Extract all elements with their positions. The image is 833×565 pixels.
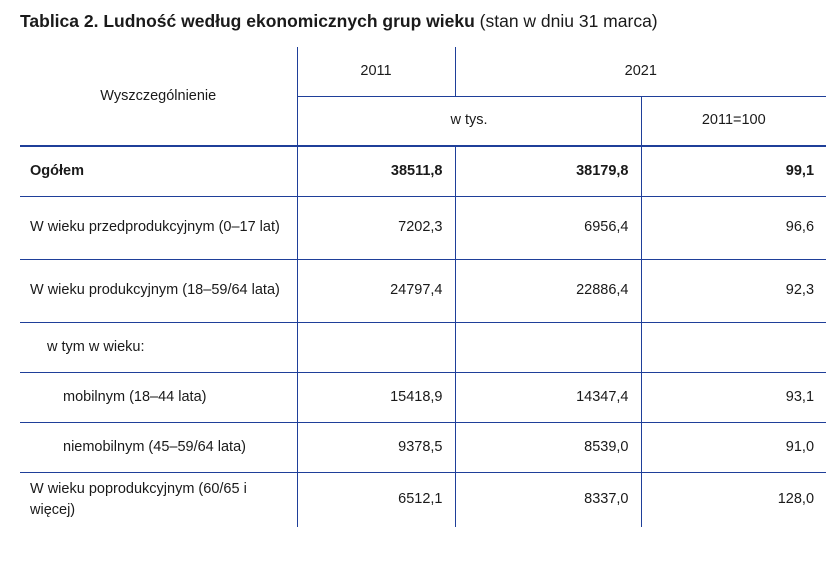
cell-2021 (455, 322, 641, 372)
cell-index: 91,0 (641, 422, 826, 472)
cell-2011: 9378,5 (297, 422, 455, 472)
cell-2021: 14347,4 (455, 372, 641, 422)
table-row (20, 259, 826, 322)
cell-2011: 24797,4 (297, 259, 455, 322)
cell-index (641, 322, 826, 372)
row-label: niemobilnym (45–59/64 lata) (20, 422, 297, 472)
table-row (20, 372, 826, 422)
cell-index: 128,0 (641, 472, 826, 527)
cell-2021: 8337,0 (455, 472, 641, 527)
header-item: Wyszczególnienie (20, 47, 297, 146)
row-label: W wieku poprodukcyjnym (60/65 i więcej) (30, 480, 247, 518)
cell-2011: 15418,9 (297, 372, 455, 422)
population-table (20, 47, 826, 527)
row-label: W wieku przedprodukcyjnym (0–17 lat) (20, 196, 297, 259)
row-label: w tym w wieku: (20, 322, 297, 372)
header-unit: w tys. (297, 96, 641, 146)
header-year-2011: 2011 (297, 47, 455, 96)
table-title-note: (stan w dniu 31 marca) (479, 11, 658, 31)
row-label: Ogółem (20, 146, 297, 196)
cell-2011: 7202,3 (297, 196, 455, 259)
row-label: W wieku produkcyjnym (18–59/64 lata) (20, 259, 297, 322)
cell-2021: 8539,0 (455, 422, 641, 472)
cell-2021: 22886,4 (455, 259, 641, 322)
table-title (20, 11, 658, 32)
cell-index: 96,6 (641, 196, 826, 259)
table-row (20, 472, 826, 527)
table-row (20, 146, 826, 196)
cell-2011: 38511,8 (297, 146, 455, 196)
header-row-years (20, 47, 826, 96)
table-row (20, 422, 826, 472)
cell-2021: 38179,8 (455, 146, 641, 196)
cell-2011 (297, 322, 455, 372)
cell-index: 92,3 (641, 259, 826, 322)
cell-2021: 6956,4 (455, 196, 641, 259)
cell-index: 93,1 (641, 372, 826, 422)
table-title-main: Tablica 2. Ludność według ekonomicznych grup wieku (20, 11, 475, 31)
table-row (20, 196, 826, 259)
table-row (20, 322, 826, 372)
header-index: 2011=100 (641, 96, 826, 146)
row-label: mobilnym (18–44 lata) (20, 372, 297, 422)
cell-index: 99,1 (641, 146, 826, 196)
header-year-2021: 2021 (455, 47, 826, 96)
cell-2011: 6512,1 (297, 472, 455, 527)
